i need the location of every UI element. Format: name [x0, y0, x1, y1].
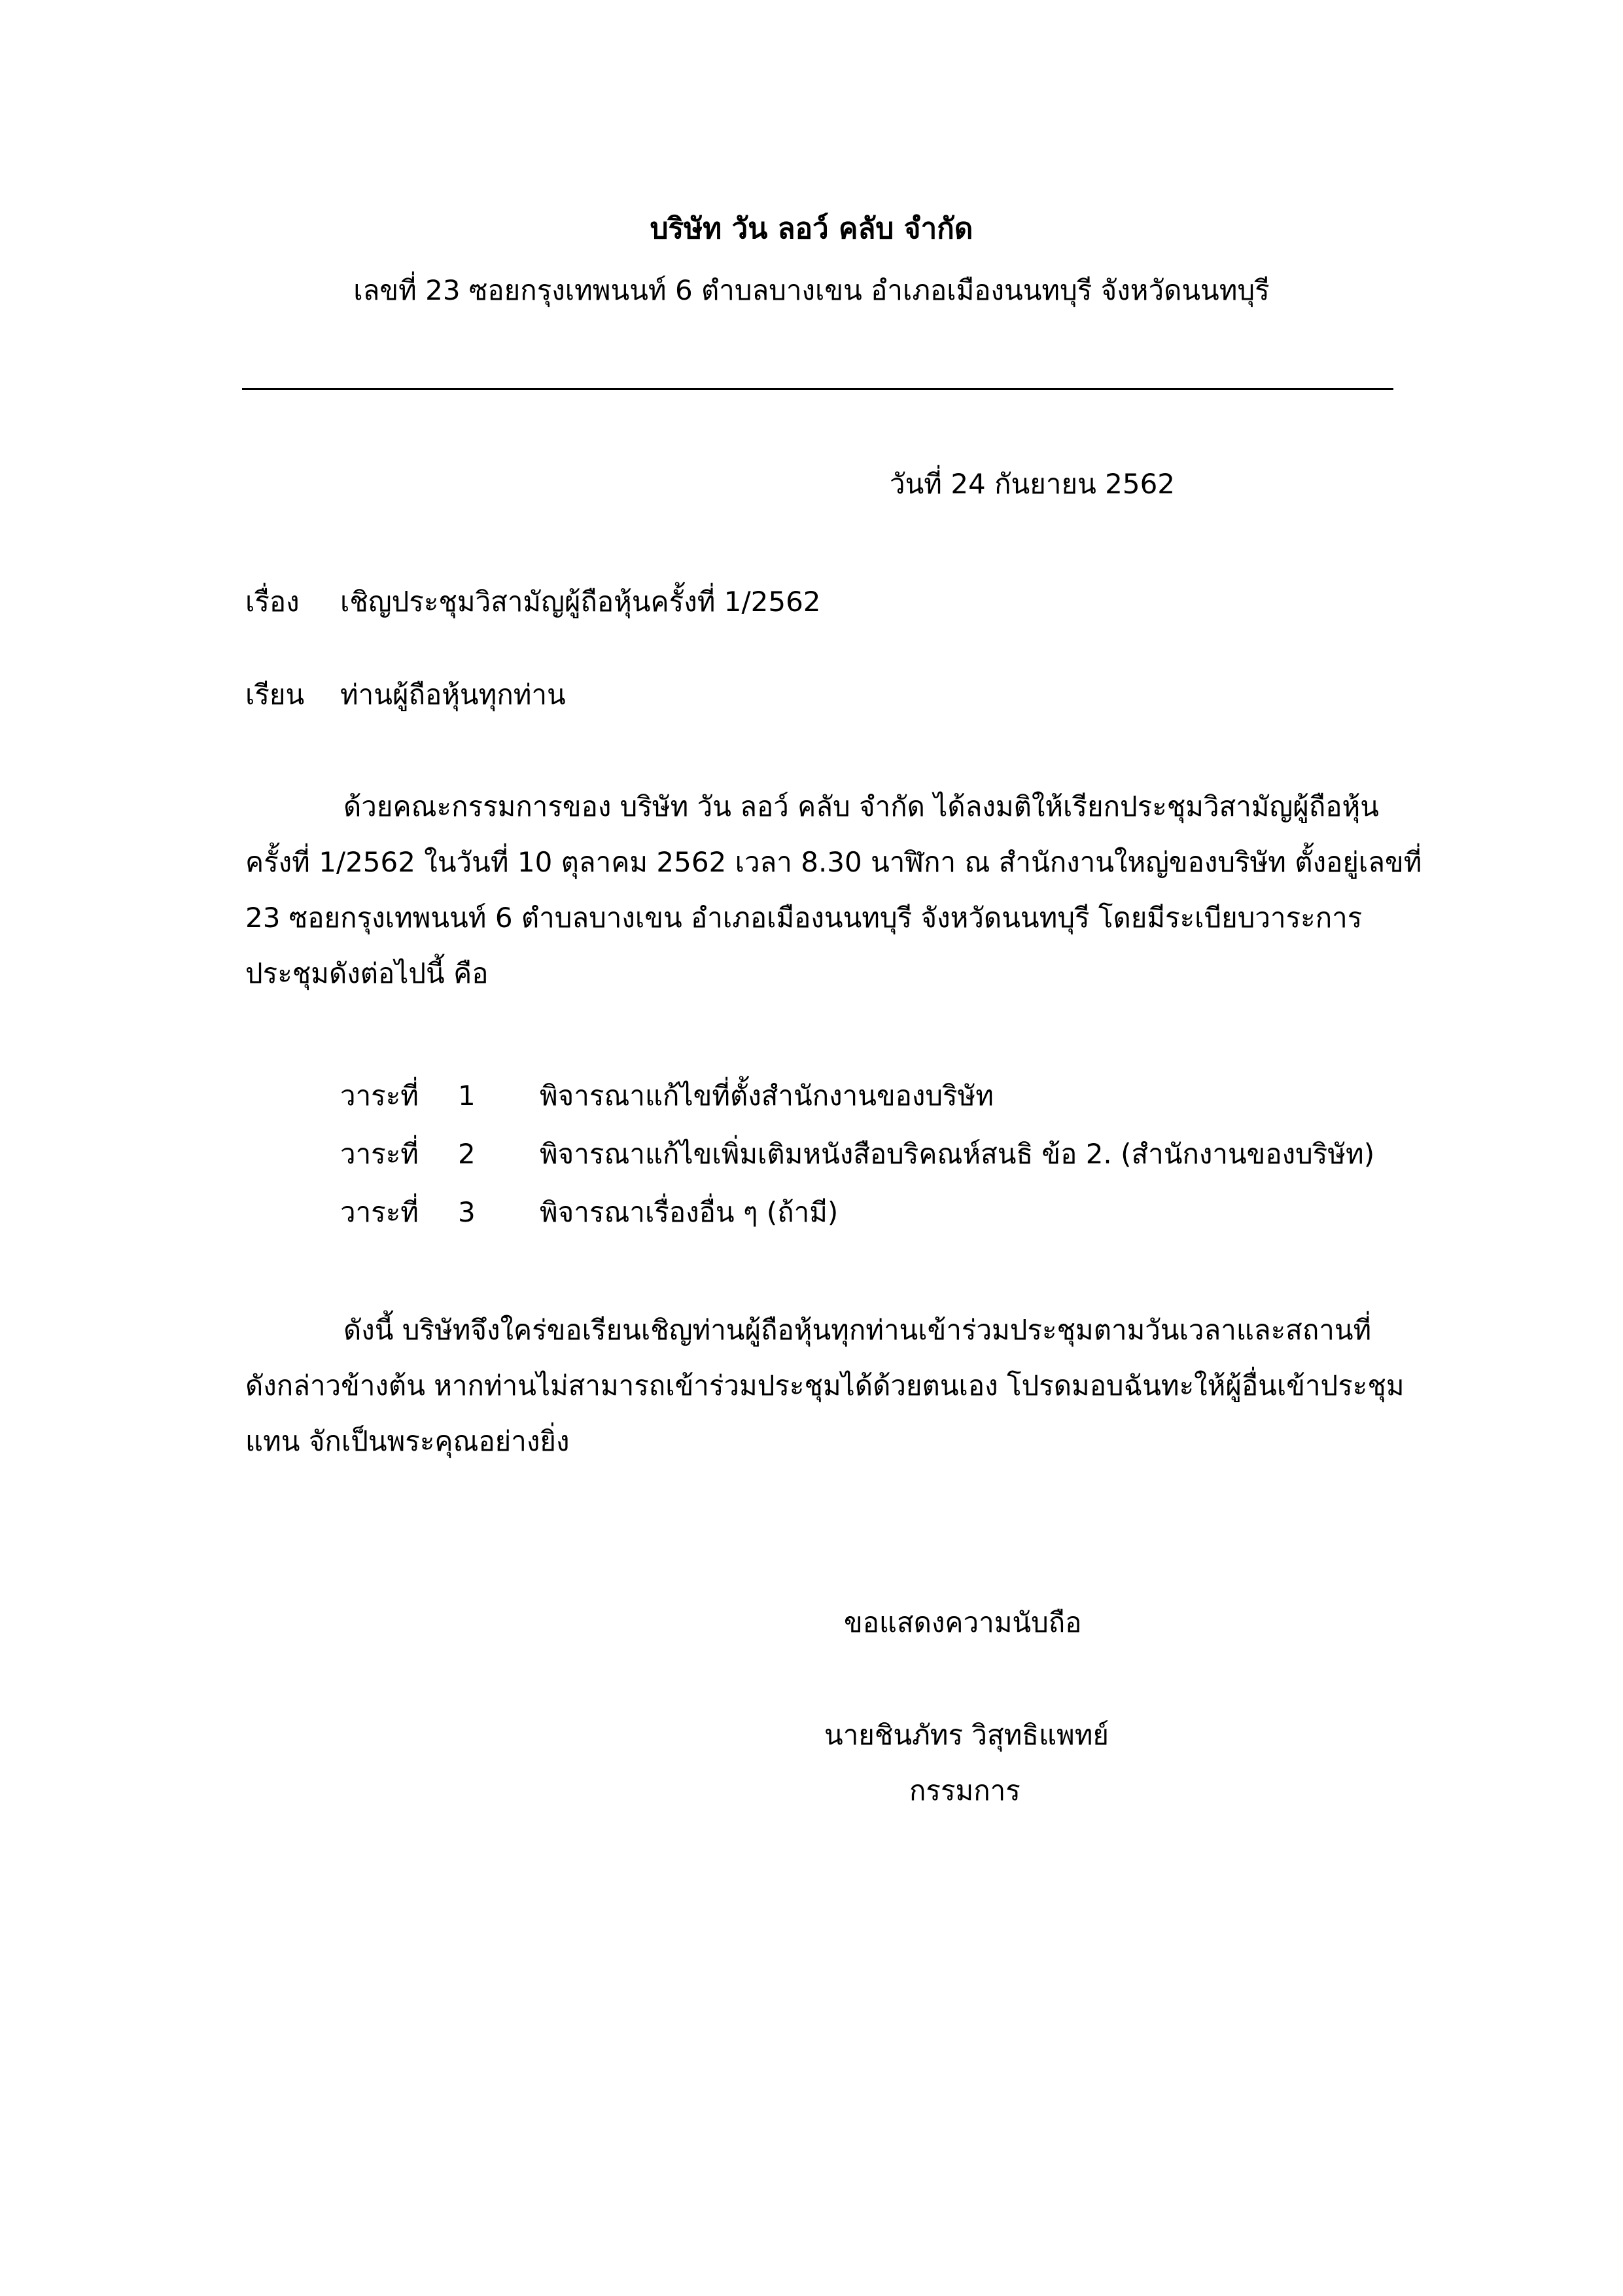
recipient-value: ท่านผู้ถือหุ้นทุกท่าน: [340, 679, 566, 711]
agenda-label: วาระที่: [340, 1138, 419, 1170]
paragraph-line: ดังนี้ บริษัทจึงใคร่ขอเรียนเชิญท่านผู้ถือหุ้นทุกท่านเข้าร่วมประชุมตามวันเวลาและสถานที่: [343, 1314, 1372, 1346]
company-address: เลขที่ 23 ซอยกรุงเทพนนท์ 6 ตำบลบางเขน อำเภอเมืองนนทบุรี จังหวัดนนทบุรี: [353, 274, 1270, 306]
recipient-label: เรียน: [245, 679, 305, 711]
agenda-number: 3: [458, 1196, 476, 1228]
paragraph-line: ด้วยคณะกรรมการของ บริษัท วัน ลอว์ คลับ จำกัด ได้ลงมติให้เรียกประชุมวิสามัญผู้ถือหุ้น: [343, 790, 1379, 822]
signer-title: กรรมการ: [909, 1775, 1021, 1807]
company-name: บริษัท วัน ลอว์ คลับ จำกัด: [650, 212, 973, 245]
subject-value: เชิญประชุมวิสามัญผู้ถือหุ้นครั้งที่ 1/2562: [340, 586, 821, 618]
subject-label: เรื่อง: [245, 586, 300, 618]
agenda-number: 2: [458, 1138, 476, 1170]
closing-salutation: ขอแสดงความนับถือ: [844, 1606, 1082, 1638]
paragraph-line: ครั้งที่ 1/2562 ในวันที่ 10 ตุลาคม 2562 เวลา 8.30 นาฬิกา ณ สำนักงานใหญ่ของบริษัท ตั้งอยู่เลขที่: [245, 846, 1422, 878]
paragraph-line: 23 ซอยกรุงเทพนนท์ 6 ตำบลบางเขน อำเภอเมืองนนทบุรี จังหวัดนนทบุรี โดยมีระเบียบวาระการ: [245, 902, 1363, 934]
signer-name: นายชินภัทร วิสุทธิแพทย์: [824, 1719, 1109, 1751]
paragraph-line: ดังกล่าวข้างต้น หากท่านไม่สามารถเข้าร่วมประชุมได้ด้วยตนเอง โปรดมอบฉันทะให้ผู้อื่นเข้าประชุม: [245, 1369, 1405, 1402]
agenda-label: วาระที่: [340, 1196, 419, 1228]
header-divider: [242, 388, 1393, 390]
body-paragraph-1: [245, 779, 1422, 1001]
paragraph-line: ประชุมดังต่อไปนี้ คือ: [245, 957, 489, 989]
letter-date: วันที่ 24 กันยายน 2562: [890, 468, 1176, 500]
agenda-text: พิจารณาเรื่องอื่น ๆ (ถ้ามี): [540, 1196, 839, 1228]
agenda-text: พิจารณาแก้ไขที่ตั้งสำนักงานของบริษัท: [540, 1080, 994, 1112]
agenda-text: พิจารณาแก้ไขเพิ่มเติมหนังสือบริคณห์สนธิ ข้อ 2. (สำนักงานของบริษัท): [540, 1138, 1375, 1170]
body-paragraph-2: [245, 1302, 1405, 1469]
paragraph-line: แทน จักเป็นพระคุณอย่างยิ่ง: [245, 1425, 570, 1457]
agenda-number: 1: [458, 1080, 476, 1112]
agenda-label: วาระที่: [340, 1080, 419, 1112]
